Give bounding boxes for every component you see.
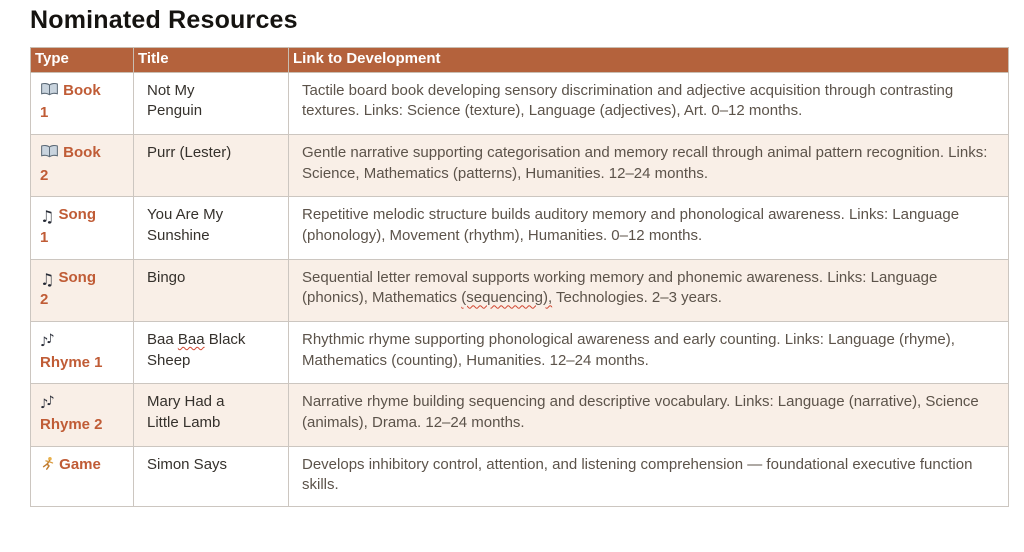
description-cell [289, 384, 1009, 446]
column-header-link: Link to Development [289, 47, 1009, 72]
description-cell [289, 446, 1009, 506]
music-note-icon: ♫ [40, 269, 55, 289]
type-label: Song 2 [40, 268, 97, 309]
type-cell [31, 384, 134, 446]
description-text: Rhythmic rhyme supporting phonological awareness and early counting. Links: Language (rhyme), Mathematics (counting), Humanities. 12–24 months. [302, 331, 955, 369]
music-note-icon: ♫ [40, 207, 55, 227]
table-row [31, 322, 1009, 384]
type-label: Game [59, 455, 101, 473]
title-cell [134, 72, 289, 134]
runner-icon [40, 456, 55, 478]
table-header-row [31, 47, 1009, 72]
type-label: Book 1 [40, 81, 101, 122]
description-text: Tactile board book developing sensory discrimination and adjective acquisition through contrasting textures. Links: Science (texture), Language (adjectives), Art. 0–12 months. [302, 81, 954, 120]
description-cell [289, 134, 1009, 196]
title-text: Baa [147, 331, 178, 348]
table-row [31, 134, 1009, 196]
title-cell [134, 134, 289, 196]
open-book-icon [40, 82, 59, 104]
table-row [31, 384, 1009, 446]
open-book-icon [40, 144, 59, 166]
title-text: You Are My Sunshine [147, 206, 224, 244]
description-text: Gentle narrative supporting categorisation and memory recall through animal pattern recognition. Links: Science, Mathematics (patterns), Humanities. 12–24 months. [302, 143, 988, 182]
type-label: Song 1 [40, 206, 97, 246]
description-text: Technologies. 2–3 years. [552, 289, 722, 307]
description-text: Repetitive melodic structure builds auditory memory and phonological awareness. Links: Language (phonology), Movement (rhythm), Humanities. 0–12 months. [302, 206, 960, 244]
title-cell [134, 197, 289, 259]
description-squiggle-text: (sequencing), [461, 289, 553, 307]
title-text: Bingo [147, 268, 186, 286]
title-cell [134, 322, 289, 384]
title-text: Mary Had a Little Lamb [147, 393, 225, 432]
type-label: Rhyme 2 [40, 416, 103, 434]
title-cell [134, 446, 289, 506]
table-row [31, 197, 1009, 259]
music-notes-icon: ♪♪ [40, 332, 55, 350]
nominated-resources-table [30, 47, 1009, 507]
description-cell [289, 72, 1009, 134]
column-header-title: Title [134, 47, 289, 72]
title-cell [134, 259, 289, 321]
column-header-type: Type [31, 47, 134, 72]
title-text: Not My Penguin [147, 81, 203, 120]
table-body [31, 72, 1009, 507]
type-cell [31, 134, 134, 196]
title-text: Simon Says [147, 455, 228, 473]
description-cell [289, 197, 1009, 259]
table-row [31, 446, 1009, 506]
page-title: Nominated Resources [30, 6, 298, 34]
title-text: Purr (Lester) [147, 143, 232, 161]
description-text: Sequential letter removal supports working memory and phonemic awareness. Links: Language (phonics), Mathematics [302, 268, 938, 307]
type-label: Rhyme 1 [40, 353, 103, 371]
table-row [31, 259, 1009, 321]
type-cell [31, 259, 134, 321]
table-row [31, 72, 1009, 134]
type-cell [31, 446, 134, 506]
type-cell [31, 197, 134, 259]
title-squiggle-text: Baa [177, 331, 205, 348]
title-text: Black Sheep [147, 331, 246, 369]
type-cell [31, 322, 134, 384]
description-cell [289, 259, 1009, 321]
type-label: Book 2 [40, 143, 101, 184]
music-notes-icon: ♪♪ [40, 394, 55, 413]
description-text: Develops inhibitory control, attention, and listening comprehension — foundational executive function skills. [302, 455, 973, 494]
type-cell [31, 72, 134, 134]
description-cell [289, 322, 1009, 384]
description-text: Narrative rhyme building sequencing and descriptive vocabulary. Links: Language (narrative), Science (animals), Drama. 12–24 months. [302, 393, 979, 432]
title-cell [134, 384, 289, 446]
